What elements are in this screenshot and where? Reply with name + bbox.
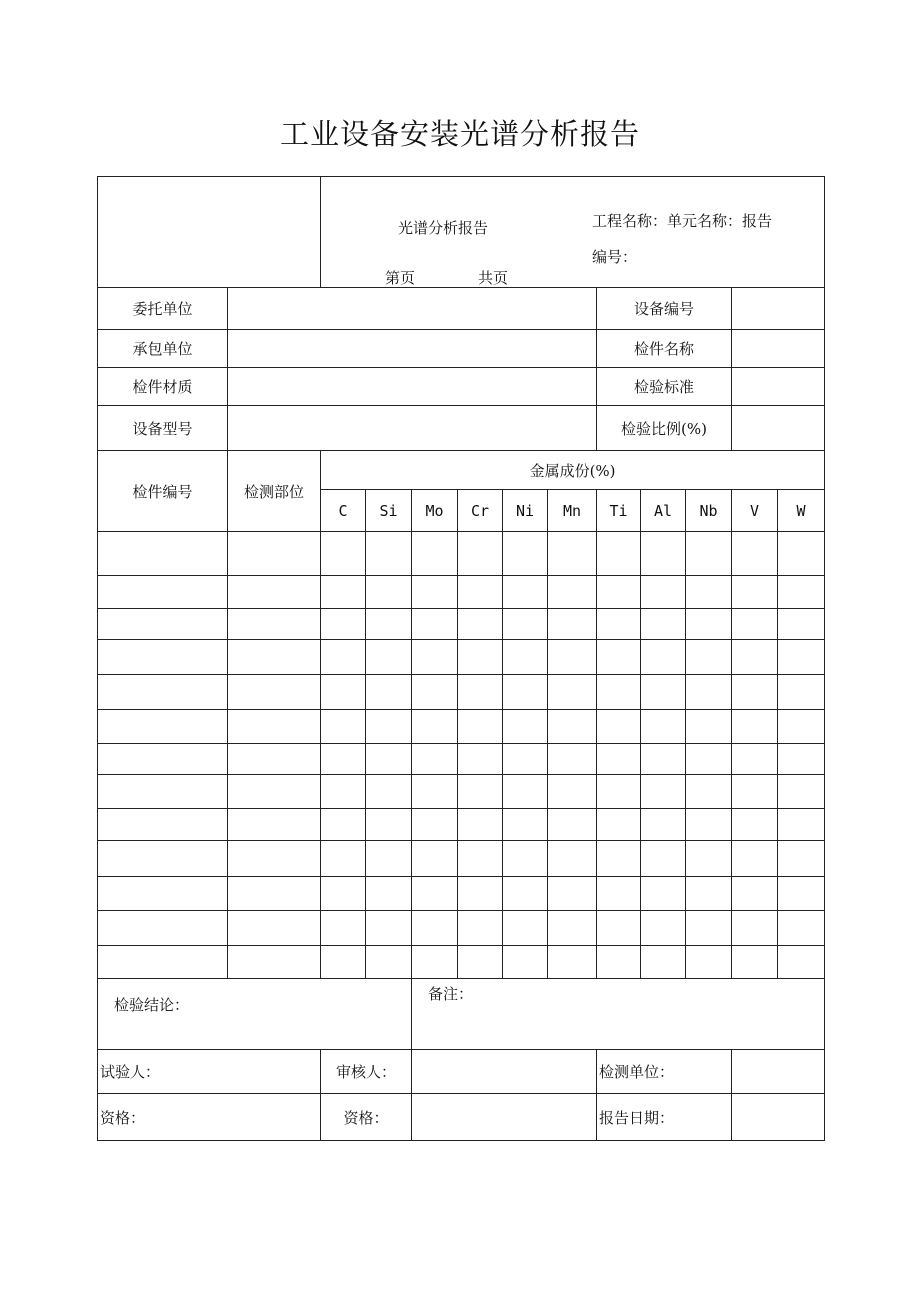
table-cell[interactable] bbox=[503, 877, 548, 911]
element-header-nb: Nb bbox=[686, 490, 732, 532]
table-cell[interactable] bbox=[686, 946, 732, 979]
table-row bbox=[98, 911, 825, 946]
part-no-header: 检件编号 bbox=[98, 451, 228, 532]
table-cell[interactable] bbox=[503, 744, 548, 775]
table-cell[interactable] bbox=[366, 640, 412, 675]
element-header-si: Si bbox=[366, 490, 412, 532]
table-cell[interactable] bbox=[458, 675, 503, 710]
table-cell[interactable] bbox=[778, 841, 825, 877]
table-cell[interactable] bbox=[503, 775, 548, 809]
table-cell[interactable] bbox=[366, 675, 412, 710]
table-cell[interactable] bbox=[366, 841, 412, 877]
table-cell[interactable] bbox=[98, 609, 228, 640]
table-cell[interactable] bbox=[641, 775, 686, 809]
table-cell[interactable] bbox=[686, 911, 732, 946]
table-cell[interactable] bbox=[228, 710, 321, 744]
table-cell[interactable] bbox=[686, 576, 732, 609]
table-cell[interactable] bbox=[366, 576, 412, 609]
material-label: 检件材质 bbox=[98, 368, 228, 406]
table-cell[interactable] bbox=[458, 911, 503, 946]
table-cell[interactable] bbox=[228, 675, 321, 710]
table-cell[interactable] bbox=[228, 640, 321, 675]
table-row bbox=[98, 710, 825, 744]
table-cell[interactable] bbox=[597, 609, 641, 640]
table-cell[interactable] bbox=[732, 775, 778, 809]
table-cell[interactable] bbox=[686, 609, 732, 640]
table-cell[interactable] bbox=[686, 877, 732, 911]
table-cell[interactable] bbox=[778, 946, 825, 979]
table-cell[interactable] bbox=[597, 576, 641, 609]
table-cell[interactable] bbox=[366, 809, 412, 841]
table-cell[interactable] bbox=[412, 609, 458, 640]
table-cell[interactable] bbox=[412, 640, 458, 675]
table-cell[interactable] bbox=[98, 532, 228, 576]
table-cell[interactable] bbox=[458, 710, 503, 744]
table-cell[interactable] bbox=[548, 609, 597, 640]
table-cell[interactable] bbox=[366, 911, 412, 946]
tester-label: 试验人： bbox=[98, 1050, 321, 1094]
table-cell[interactable] bbox=[98, 841, 228, 877]
table-cell[interactable] bbox=[98, 911, 228, 946]
table-cell[interactable] bbox=[732, 576, 778, 609]
table-cell[interactable] bbox=[98, 946, 228, 979]
reviewer-value[interactable] bbox=[412, 1050, 597, 1094]
standard-value[interactable] bbox=[732, 368, 825, 406]
table-cell[interactable] bbox=[321, 532, 366, 576]
table-cell[interactable] bbox=[548, 710, 597, 744]
table-cell[interactable] bbox=[732, 946, 778, 979]
table-cell[interactable] bbox=[686, 640, 732, 675]
remarks-cell[interactable] bbox=[412, 979, 825, 1050]
table-cell[interactable] bbox=[366, 877, 412, 911]
table-cell[interactable] bbox=[732, 710, 778, 744]
table-cell[interactable] bbox=[98, 809, 228, 841]
logo-cell bbox=[98, 177, 321, 288]
equipment-no-label: 设备编号 bbox=[597, 288, 732, 330]
table-cell[interactable] bbox=[548, 841, 597, 877]
table-cell[interactable] bbox=[641, 744, 686, 775]
table-cell[interactable] bbox=[641, 576, 686, 609]
table-cell[interactable] bbox=[732, 911, 778, 946]
table-cell[interactable] bbox=[321, 640, 366, 675]
contractor-label: 承包单位 bbox=[98, 330, 228, 368]
table-cell[interactable] bbox=[641, 877, 686, 911]
table-cell[interactable] bbox=[597, 775, 641, 809]
table-cell[interactable] bbox=[548, 877, 597, 911]
location-header: 检测部位 bbox=[228, 451, 321, 532]
table-cell[interactable] bbox=[503, 576, 548, 609]
table-cell[interactable] bbox=[458, 877, 503, 911]
table-cell[interactable] bbox=[548, 675, 597, 710]
qualification-label-2: 资格： bbox=[321, 1094, 412, 1141]
table-cell[interactable] bbox=[98, 640, 228, 675]
table-cell[interactable] bbox=[778, 877, 825, 911]
table-cell[interactable] bbox=[732, 675, 778, 710]
table-row bbox=[98, 841, 825, 877]
table-cell[interactable] bbox=[366, 710, 412, 744]
table-cell[interactable] bbox=[98, 710, 228, 744]
table-cell[interactable] bbox=[98, 576, 228, 609]
conclusion-label: 检验结论： bbox=[114, 996, 190, 1014]
table-cell[interactable] bbox=[597, 744, 641, 775]
table-row bbox=[98, 946, 825, 979]
table-cell[interactable] bbox=[458, 775, 503, 809]
table-cell[interactable] bbox=[321, 675, 366, 710]
table-cell[interactable] bbox=[503, 675, 548, 710]
table-row bbox=[98, 877, 825, 911]
table-cell[interactable] bbox=[412, 775, 458, 809]
table-cell[interactable] bbox=[597, 877, 641, 911]
table-cell[interactable] bbox=[641, 710, 686, 744]
test-unit-label: 检测单位： bbox=[597, 1050, 732, 1094]
table-row bbox=[98, 744, 825, 775]
table-cell[interactable] bbox=[458, 946, 503, 979]
table-cell[interactable] bbox=[458, 841, 503, 877]
report-number-label: 编号： bbox=[592, 248, 638, 266]
part-name-value[interactable] bbox=[732, 330, 825, 368]
element-header-cr: Cr bbox=[458, 490, 503, 532]
table-cell[interactable] bbox=[458, 576, 503, 609]
table-cell[interactable] bbox=[548, 775, 597, 809]
table-cell[interactable] bbox=[503, 841, 548, 877]
total-pages-label: 共页 bbox=[478, 269, 509, 287]
page-label: 第页 bbox=[385, 269, 416, 287]
table-cell[interactable] bbox=[641, 911, 686, 946]
table-cell[interactable] bbox=[503, 640, 548, 675]
table-cell[interactable] bbox=[686, 775, 732, 809]
table-cell[interactable] bbox=[412, 744, 458, 775]
element-header-c: C bbox=[321, 490, 366, 532]
table-row bbox=[98, 576, 825, 609]
table-cell[interactable] bbox=[98, 877, 228, 911]
table-row bbox=[98, 675, 825, 710]
table-cell[interactable] bbox=[98, 775, 228, 809]
table-cell[interactable] bbox=[503, 532, 548, 576]
table-cell[interactable] bbox=[366, 946, 412, 979]
report-name: 光谱分析报告 bbox=[398, 219, 489, 237]
equipment-no-value[interactable] bbox=[732, 288, 825, 330]
table-cell[interactable] bbox=[228, 744, 321, 775]
table-cell[interactable] bbox=[321, 877, 366, 911]
qualification-label-1: 资格： bbox=[98, 1094, 321, 1141]
conclusion-cell[interactable] bbox=[98, 979, 412, 1050]
table-cell[interactable] bbox=[412, 946, 458, 979]
table-cell[interactable] bbox=[503, 911, 548, 946]
table-cell[interactable] bbox=[321, 946, 366, 979]
table-cell[interactable] bbox=[548, 911, 597, 946]
table-cell[interactable] bbox=[412, 877, 458, 911]
table-cell[interactable] bbox=[458, 640, 503, 675]
table-cell[interactable] bbox=[412, 576, 458, 609]
table-cell[interactable] bbox=[641, 609, 686, 640]
table-row bbox=[98, 609, 825, 640]
table-cell[interactable] bbox=[503, 710, 548, 744]
table-cell[interactable] bbox=[412, 809, 458, 841]
table-cell[interactable] bbox=[597, 532, 641, 576]
table-cell[interactable] bbox=[548, 532, 597, 576]
table-cell[interactable] bbox=[686, 675, 732, 710]
table-cell[interactable] bbox=[641, 841, 686, 877]
table-row bbox=[98, 532, 825, 576]
table-cell[interactable] bbox=[686, 710, 732, 744]
material-value[interactable] bbox=[228, 368, 597, 406]
table-cell[interactable] bbox=[597, 640, 641, 675]
table-row bbox=[98, 640, 825, 675]
reviewer-label: 审核人： bbox=[321, 1050, 412, 1094]
table-cell[interactable] bbox=[412, 675, 458, 710]
table-cell[interactable] bbox=[366, 775, 412, 809]
table-cell[interactable] bbox=[321, 809, 366, 841]
table-cell[interactable] bbox=[686, 532, 732, 576]
table-cell[interactable] bbox=[321, 841, 366, 877]
table-cell[interactable] bbox=[366, 532, 412, 576]
table-cell[interactable] bbox=[778, 609, 825, 640]
model-label: 设备型号 bbox=[98, 406, 228, 451]
table-cell[interactable] bbox=[597, 841, 641, 877]
table-cell[interactable] bbox=[98, 744, 228, 775]
table-cell[interactable] bbox=[228, 841, 321, 877]
report-date-label: 报告日期： bbox=[597, 1094, 732, 1141]
table-cell[interactable] bbox=[366, 609, 412, 640]
element-header-w: W bbox=[778, 490, 825, 532]
table-cell[interactable] bbox=[228, 946, 321, 979]
table-cell[interactable] bbox=[641, 640, 686, 675]
table-cell[interactable] bbox=[778, 744, 825, 775]
table-cell[interactable] bbox=[732, 640, 778, 675]
table-cell[interactable] bbox=[458, 609, 503, 640]
ratio-value[interactable] bbox=[732, 406, 825, 451]
table-cell[interactable] bbox=[597, 675, 641, 710]
table-cell[interactable] bbox=[548, 576, 597, 609]
table-cell[interactable] bbox=[366, 744, 412, 775]
table-cell[interactable] bbox=[458, 532, 503, 576]
table-cell[interactable] bbox=[641, 532, 686, 576]
table-cell[interactable] bbox=[597, 911, 641, 946]
table-cell[interactable] bbox=[321, 911, 366, 946]
table-cell[interactable] bbox=[548, 809, 597, 841]
table-cell[interactable] bbox=[778, 775, 825, 809]
table-cell[interactable] bbox=[778, 809, 825, 841]
test-unit-value[interactable] bbox=[732, 1050, 825, 1094]
table-cell[interactable] bbox=[597, 946, 641, 979]
qualification-value[interactable] bbox=[412, 1094, 597, 1141]
element-header-mn: Mn bbox=[548, 490, 597, 532]
element-header-mo: Mo bbox=[412, 490, 458, 532]
document-title: 工业设备安装光谱分析报告 bbox=[279, 117, 640, 151]
table-cell[interactable] bbox=[412, 532, 458, 576]
table-cell[interactable] bbox=[732, 841, 778, 877]
header-info-cell bbox=[321, 177, 825, 288]
standard-label: 检验标准 bbox=[597, 368, 732, 406]
table-cell[interactable] bbox=[548, 946, 597, 979]
element-header-ti: Ti bbox=[597, 490, 641, 532]
contractor-value[interactable] bbox=[228, 330, 597, 368]
table-cell[interactable] bbox=[641, 946, 686, 979]
client-value[interactable] bbox=[228, 288, 597, 330]
element-header-ni: Ni bbox=[503, 490, 548, 532]
table-cell[interactable] bbox=[686, 809, 732, 841]
table-cell[interactable] bbox=[778, 675, 825, 710]
table-cell[interactable] bbox=[458, 744, 503, 775]
part-name-label: 检件名称 bbox=[597, 330, 732, 368]
table-cell[interactable] bbox=[732, 744, 778, 775]
table-cell[interactable] bbox=[458, 809, 503, 841]
remarks-label: 备注： bbox=[428, 985, 474, 1003]
table-cell[interactable] bbox=[503, 809, 548, 841]
table-cell[interactable] bbox=[778, 911, 825, 946]
table-cell[interactable] bbox=[228, 809, 321, 841]
client-label: 委托单位 bbox=[98, 288, 228, 330]
table-cell[interactable] bbox=[412, 841, 458, 877]
table-cell[interactable] bbox=[641, 675, 686, 710]
table-cell[interactable] bbox=[503, 946, 548, 979]
table-row bbox=[98, 809, 825, 841]
element-header-al: Al bbox=[641, 490, 686, 532]
table-cell[interactable] bbox=[228, 775, 321, 809]
table-cell[interactable] bbox=[321, 609, 366, 640]
table-cell[interactable] bbox=[732, 532, 778, 576]
table-cell[interactable] bbox=[778, 640, 825, 675]
table-cell[interactable] bbox=[778, 710, 825, 744]
ratio-label: 检验比例(%) bbox=[597, 406, 732, 451]
table-cell[interactable] bbox=[228, 877, 321, 911]
table-cell[interactable] bbox=[732, 877, 778, 911]
table-cell[interactable] bbox=[778, 576, 825, 609]
report-form bbox=[97, 176, 825, 1141]
project-info: 工程名称：单元名称：报告 bbox=[592, 212, 773, 230]
model-value[interactable] bbox=[228, 406, 597, 451]
table-cell[interactable] bbox=[641, 809, 686, 841]
table-cell[interactable] bbox=[597, 710, 641, 744]
table-cell[interactable] bbox=[228, 532, 321, 576]
report-date-value[interactable] bbox=[732, 1094, 825, 1141]
table-cell[interactable] bbox=[321, 775, 366, 809]
table-cell[interactable] bbox=[412, 710, 458, 744]
table-cell[interactable] bbox=[732, 809, 778, 841]
table-cell[interactable] bbox=[686, 744, 732, 775]
table-cell[interactable] bbox=[228, 576, 321, 609]
table-cell[interactable] bbox=[321, 710, 366, 744]
table-cell[interactable] bbox=[98, 675, 228, 710]
table-cell[interactable] bbox=[321, 576, 366, 609]
metal-composition-header: 金属成份(%) bbox=[321, 451, 825, 490]
table-cell[interactable] bbox=[597, 809, 641, 841]
table-cell[interactable] bbox=[732, 609, 778, 640]
table-cell[interactable] bbox=[228, 911, 321, 946]
table-cell[interactable] bbox=[228, 609, 321, 640]
table-cell[interactable] bbox=[412, 911, 458, 946]
table-cell[interactable] bbox=[503, 609, 548, 640]
table-cell[interactable] bbox=[778, 532, 825, 576]
table-cell[interactable] bbox=[321, 744, 366, 775]
table-cell[interactable] bbox=[548, 640, 597, 675]
table-cell[interactable] bbox=[686, 841, 732, 877]
element-header-v: V bbox=[732, 490, 778, 532]
table-cell[interactable] bbox=[548, 744, 597, 775]
table-row bbox=[98, 775, 825, 809]
